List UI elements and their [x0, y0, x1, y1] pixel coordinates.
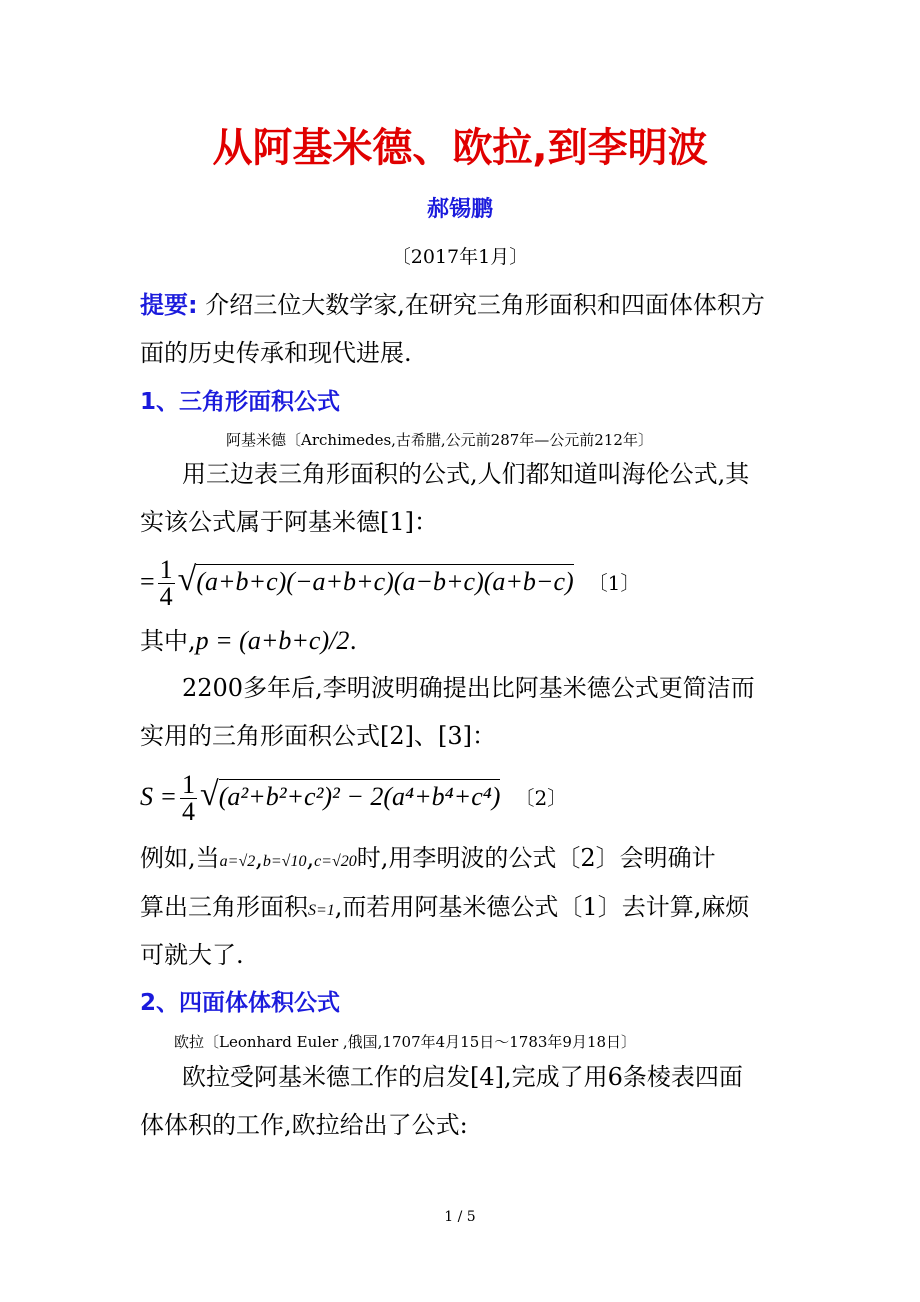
fraction [180, 772, 197, 825]
paragraph-line: 2200多年后,李明波明确提出比阿基米德公式更简洁而 [158, 674, 755, 702]
radicand: (a²+b²+c²)² − 2(a⁴+b⁴+c⁴) [219, 779, 501, 811]
abstract-line: 面的历史传承和现代进展. [140, 339, 412, 367]
denominator: 4 [159, 582, 173, 611]
inline-formula: b=√10 [262, 853, 307, 870]
formula-1 [140, 555, 640, 610]
abstract-text: 介绍三位大数学家,在研究三角形面积和四面体体积方 [197, 291, 765, 319]
text: ,而若用阿基米德公式〔1〕去计算,麻烦 [334, 893, 750, 921]
formula-lhs: S = [140, 782, 178, 811]
author: 郝锡鹏 [426, 197, 493, 222]
inline-formula: c=√20 [314, 853, 357, 870]
paragraph-line [140, 626, 357, 656]
formula-lhs: = [140, 567, 155, 596]
text: 例如,当 [140, 844, 220, 872]
abstract-line [140, 290, 765, 320]
equation-tag: 〔2〕 [514, 786, 568, 810]
formula-2 [140, 770, 567, 825]
text: 算出三角形面积 [140, 893, 308, 921]
inline-formula: S=1 [308, 902, 335, 919]
doc-title: 从阿基米德、欧拉,到李明波 [212, 125, 708, 171]
inline-formula: a=√2 [219, 853, 256, 870]
page-number: 1 / 5 [444, 1209, 476, 1225]
sqrt-icon: √ [200, 776, 219, 813]
sqrt-icon: √ [177, 561, 197, 598]
numerator: 1 [159, 555, 173, 584]
paragraph-line: 实该公式属于阿基米德[1]： [140, 508, 438, 536]
numerator: 1 [182, 770, 196, 799]
paragraph-line: 实用的三角形面积公式[2]、[3]： [140, 722, 496, 750]
text: , [306, 844, 315, 872]
paragraph-line [140, 843, 716, 877]
section-heading: 1、三角形面积公式 [140, 389, 341, 415]
paragraph-line: 体体积的工作,欧拉给出了公式: [140, 1111, 468, 1139]
section-heading: 2、四面体体积公式 [140, 990, 341, 1016]
text: 其中, [140, 627, 196, 655]
fraction [158, 557, 175, 610]
text: . [349, 627, 357, 655]
denominator: 4 [182, 797, 196, 826]
equation-tag: 〔1〕 [587, 571, 641, 595]
paragraph-line [140, 892, 749, 926]
paragraph-line: 可就大了. [140, 941, 244, 969]
section-subtitle: 欧拉〔Leonhard Euler ,俄国,1707年4月15日～1783年9月18日〕 [174, 1033, 637, 1051]
inline-formula: p = (a+b+c)/2 [195, 626, 350, 655]
paragraph-line: 欧拉受阿基米德工作的启发[4],完成了用6条棱表四面 [158, 1063, 743, 1091]
abstract-label: 提要: [140, 291, 198, 319]
text: 时,用李明波的公式〔2〕会明确计 [356, 844, 716, 872]
paragraph-line: 用三边表三角形面积的公式,人们都知道叫海伦公式,其 [158, 460, 750, 488]
radicand: (a+b+c)(−a+b+c)(a−b+c)(a+b−c) [196, 564, 573, 596]
text: , [255, 844, 263, 872]
section-subtitle: 阿基米德〔Archimedes,古希腊,公元前287年—公元前212年〕 [226, 431, 653, 449]
date: 〔2017年1月〕 [391, 246, 529, 268]
